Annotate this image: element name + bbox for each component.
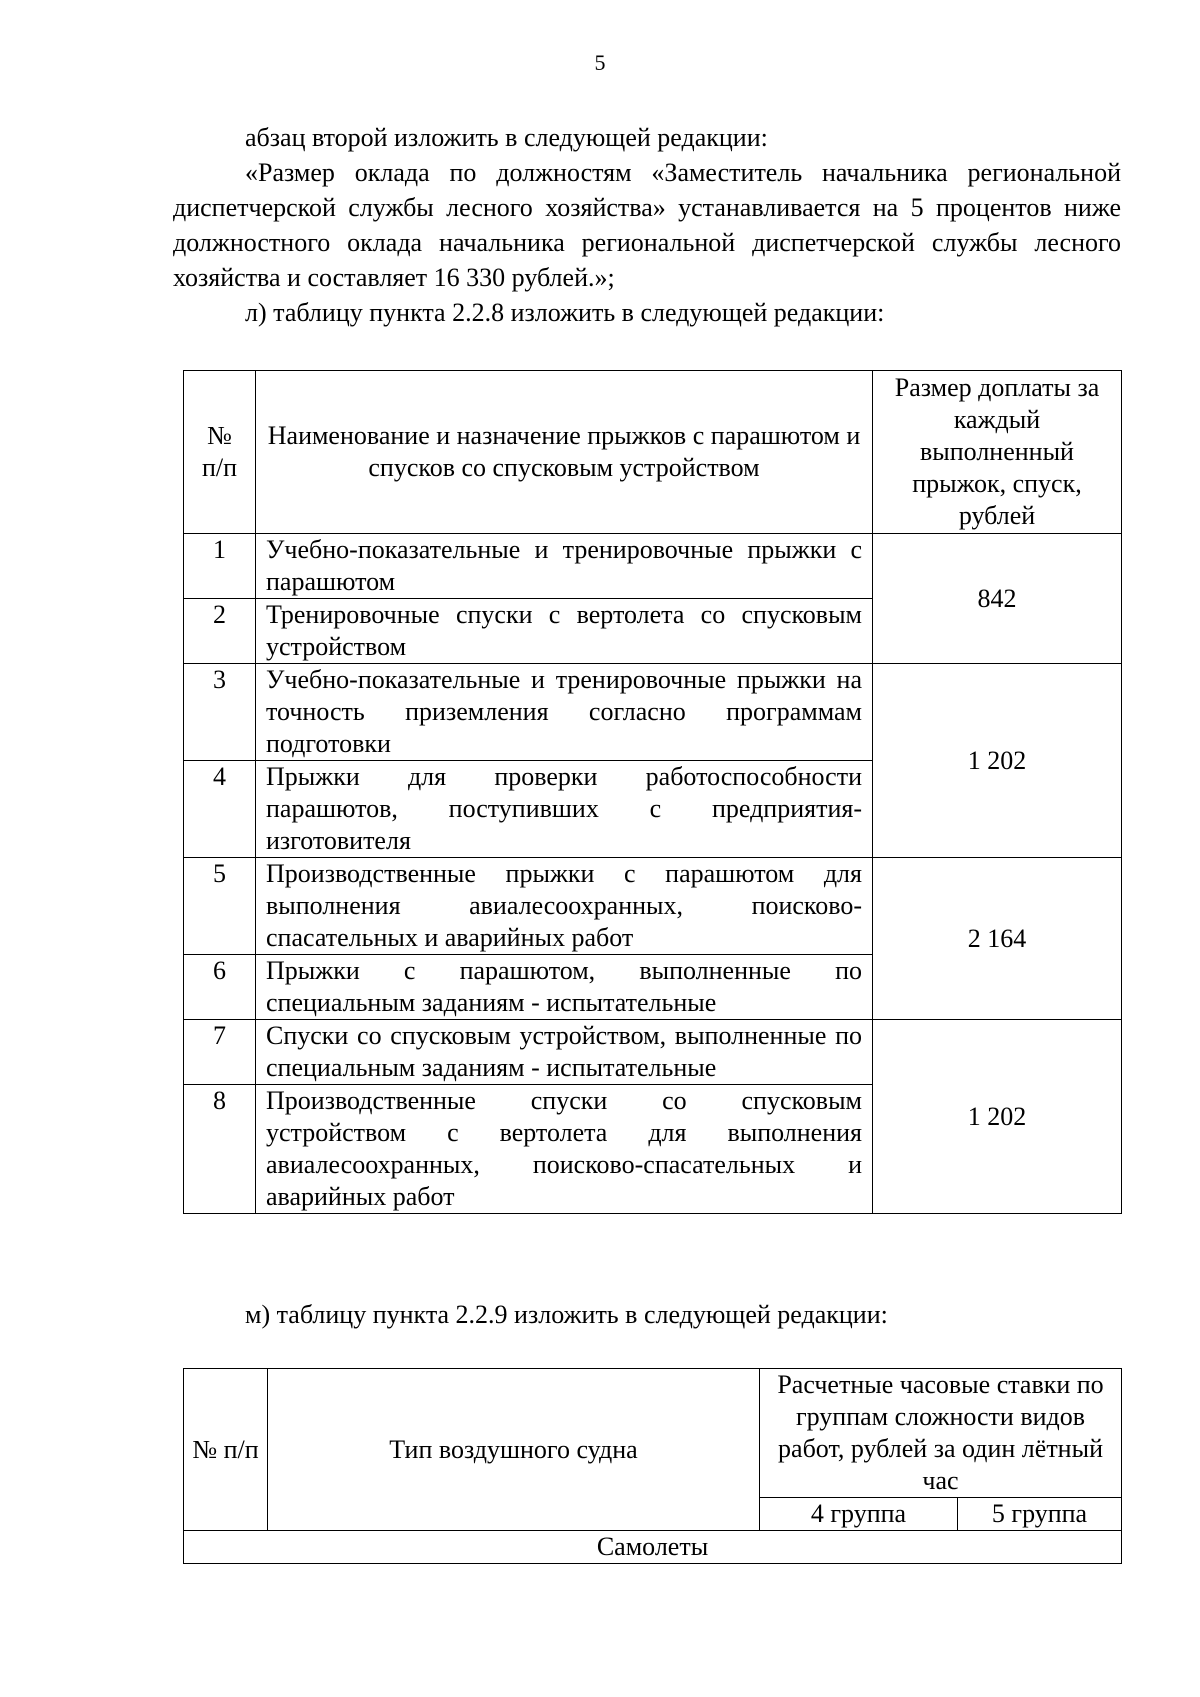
row-name: Тренировочные спуски с вертолета со спусковым устройством xyxy=(256,599,873,664)
header-name: Наименование и назначение прыжков с парашютом и спусков со спусковым устройством xyxy=(256,371,873,534)
pay-value: 842 xyxy=(873,534,1122,664)
row-name: Учебно-показательные и тренировочные прыжки с парашютом xyxy=(256,534,873,599)
table-row xyxy=(184,858,1122,955)
section-airplanes: Самолеты xyxy=(184,1531,1122,1564)
pay-value: 1 202 xyxy=(873,664,1122,858)
intro-line: абзац второй изложить в следующей редакции: xyxy=(245,123,768,152)
header-rates: Расчетные часовые ставки по группам сложности видов работ, рублей за один лётный час xyxy=(760,1369,1122,1498)
table-row xyxy=(184,1020,1122,1085)
pay-value: 2 164 xyxy=(873,858,1122,1020)
row-num: 7 xyxy=(184,1020,256,1085)
row-name: Производственные спуски со спусковым устройством с вертолета для выполнения авиалесоохранных, поисково-спасательных и аварийных работ xyxy=(256,1085,873,1214)
page-number: 5 xyxy=(594,50,606,75)
row-num: 8 xyxy=(184,1085,256,1214)
row-num: 4 xyxy=(184,761,256,858)
row-name: Спуски со спусковым устройством, выполненные по специальным заданиям - испытательные xyxy=(256,1020,873,1085)
jump-pay-table xyxy=(183,370,1122,1214)
table-row xyxy=(184,534,1122,599)
row-num: 2 xyxy=(184,599,256,664)
header-group-4: 4 группа xyxy=(760,1498,958,1531)
row-num: 1 xyxy=(184,534,256,599)
header-pay: Размер доплаты за каждый выполненный прыжок, спуск, рублей xyxy=(873,371,1122,534)
item-l-paragraph: л) таблицу пункта 2.2.8 изложить в следующей редакции: xyxy=(245,298,885,327)
row-name: Учебно-показательные и тренировочные прыжки на точность приземления согласно программам подготовки xyxy=(256,664,873,761)
table-header-row xyxy=(184,1369,1122,1498)
header-num: № п/п xyxy=(184,371,256,534)
table-header-row xyxy=(184,371,1122,534)
header-group-5: 5 группа xyxy=(958,1498,1122,1531)
row-name: Прыжки для проверки работоспособности парашютов, поступивших с предприятия-изготовителя xyxy=(256,761,873,858)
row-name: Прыжки с парашютом, выполненные по специальным заданиям - испытательные xyxy=(256,955,873,1020)
header-num: № п/п xyxy=(184,1369,268,1531)
quote-paragraph: «Размер оклада по должностям «Заместитель начальника региональной диспетчерской службы лесного хозяйства» устанавливается на 5 процентов ниже должностного оклада начальника региональной диспетчерской службы лесного хозяйства и составляет 16 330 рублей.»; xyxy=(173,158,1121,292)
table-section-row xyxy=(184,1531,1122,1564)
pay-value: 1 202 xyxy=(873,1020,1122,1214)
item-m-paragraph: м) таблицу пункта 2.2.9 изложить в следующей редакции: xyxy=(245,1300,888,1329)
row-num: 6 xyxy=(184,955,256,1020)
row-num: 5 xyxy=(184,858,256,955)
row-name: Производственные прыжки с парашютом для выполнения авиалесоохранных, поисково-спасательных и аварийных работ xyxy=(256,858,873,955)
table-row xyxy=(184,664,1122,761)
row-num: 3 xyxy=(184,664,256,761)
aircraft-rates-table xyxy=(183,1368,1122,1564)
header-aircraft-type: Тип воздушного судна xyxy=(268,1369,760,1531)
